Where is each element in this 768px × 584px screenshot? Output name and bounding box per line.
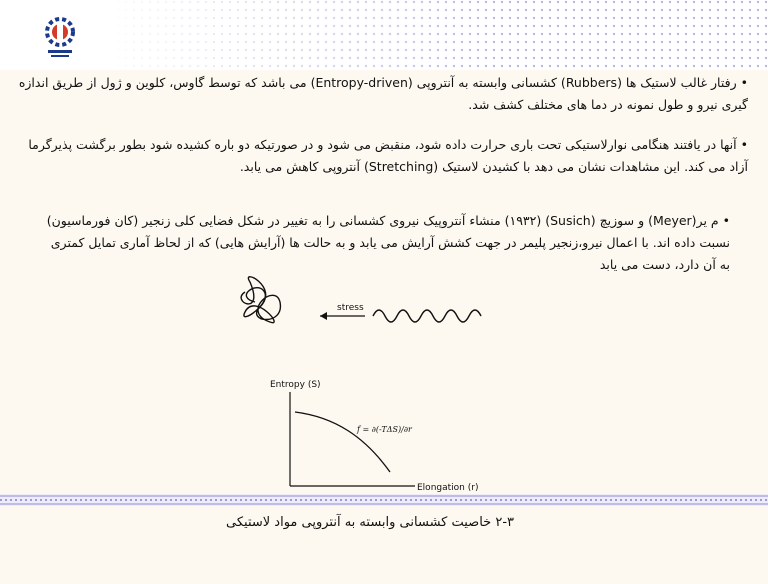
paragraph-rubber-elasticity xyxy=(18,72,748,116)
header-dot-pattern xyxy=(100,0,768,70)
figure-caption: ۲-۳ خاصیت کشسانی وابسته به آنتروپی مواد لاستیکی xyxy=(226,515,514,530)
bullet: • xyxy=(740,137,748,152)
paragraph-meyer-susich xyxy=(40,210,730,276)
elongation-axis-label: Elongation (r) xyxy=(417,483,479,492)
bullet: • xyxy=(722,213,730,228)
paragraph-text: آنها در یافتند هنگامی نوارلاستیکی تحت باری حرارت داده شود، منقبض می شود و در صورتیکه دو باره کشیده شود بطور برگشت پذیرگرما آزاد می کند. این مشاهدات نشان می دهد با کشیدن لاستیک (Stretching) آنتروپی کاهش می یابد. xyxy=(28,137,748,174)
stress-arrowhead-icon xyxy=(320,312,327,320)
coiled-chain-icon xyxy=(241,277,280,323)
entropy-curve xyxy=(295,412,390,472)
stress-label: stress xyxy=(337,303,364,313)
force-formula: f = ∂(-TΔS)/∂r xyxy=(357,425,412,434)
university-gear-logo-icon xyxy=(40,14,80,60)
entropy-axis-label: Entropy (S) xyxy=(270,380,321,390)
stretched-chain-icon xyxy=(373,310,481,322)
paragraph-text: م یر(Meyer) و سوزیچ (Susich) (۱۹۳۲) منشاء آنتروپیک نیروی کشسانی را به تغییر در شکل فضایی کلی زنجیر (کان فورماسیون) نسبت داده اند. با اعمال نیرو،زنجیر پلیمر در جهت کشش آرایش می یابد و به حالت ها (آرایش هایی) که از لحاظ آماری تمایل کمتری به آن دارد، دست می یابد xyxy=(46,213,730,272)
paragraph-text: رفتار غالب لاستیک ها (Rubbers) کشسانی وابسته به آنتروپی (Entropy-driven) می باشد که توسط گاوس، کلوین و ژول از طریق اندازه گیری نیرو و طول نمونه در دما های مختلف کشف شد. xyxy=(18,75,748,112)
bullet: • xyxy=(740,75,748,90)
footer-dot-band xyxy=(0,494,768,506)
paragraph-heating-observation xyxy=(18,134,748,178)
entropy-elasticity-figure xyxy=(225,272,525,492)
